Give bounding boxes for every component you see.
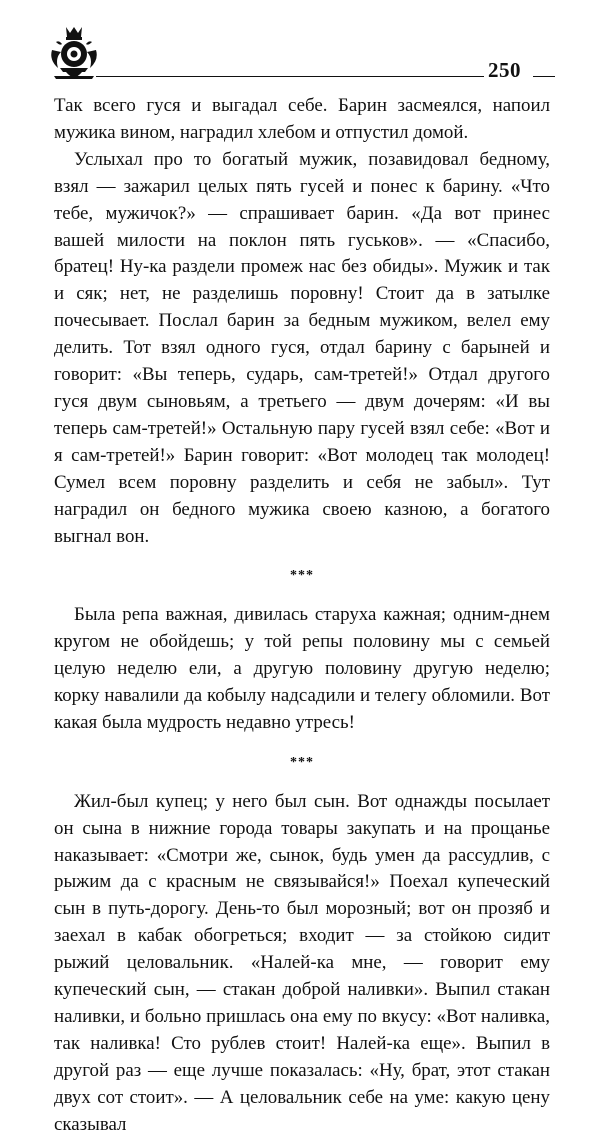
page-number: 250	[488, 58, 521, 82]
paragraph-2: Услыхал про то богатый мужик, позавидовал бедному, взял — зажарил целых пять гусей и понес к барину. «Что тебе, мужичок?» — спрашивает барин. «Да вот принес вашей милости на поклон пять гуськов». — «Спасибо, братец! Ну-ка раздели промеж нас без обиды». Мужик и так и сяк; нет, не разделишь поровну! Стоит да в затылке почесывает. Послал барин за бедным мужиком, велел ему делить. Тот взял одного гуся, отдал барину с барыней и говорит: «Вы теперь, сударь, сам-третей!» Отдал другого гуся двум сыновьям, а третьего — двум дочерям: «И вы теперь сам-третей!» Остальную пару гусей взял себе: «Вот и я сам-третей!» Барин говорит: «Вот молодец так молодец! Сумел всем поровну разделить и себя не забыл». Тут наградил он бедного мужика своею казною, а богатого выгнал вон.	[54, 148, 550, 547]
section-separator-2: ***	[290, 754, 314, 770]
paragraph-3: Была репа важная, дивилась старуха кажная; одним-днем кругом не обойдешь; у той репы половину мы с семьей целую неделю ели, а другую половину другую неделю; корку навалили да кобылу надсадили и телегу обломили. Вот какая была мудрость недавно утресь!	[54, 604, 550, 733]
page-body	[54, 93, 550, 1139]
paragraph-1: Так всего гуся и выгадал себе. Барин засмеялся, напоил мужика вином, наградил хлебом и отпустил домой.	[54, 95, 550, 143]
heraldic-emblem-icon	[46, 24, 98, 82]
paragraph-4: Жил-был купец; у него был сын. Вот однажды посылает он сына в нижние города товары закупать и на прощанье наказывает: «Смотри же, сынок, будь умен да рассудлив, с рыжим да с красным не связывайся!» Поехал купеческий сын в путь-дорогу. День-то был морозный; вот он прозяб и заехал в кабак обогреться; входит — за стойкою сидит рыжий целовальник. «Налей-ка мне, — говорит ему купеческий сын, — стакан доброй наливки». Выпил стакан наливки, и больно пришлась она ему по вкусу: «Вот наливка, так наливка! Сто рублев стоит! Налей-ка еще». Выпил в другой раз — еще лучше показалась: «Ну, брат, этот стакан двух сот стоит». — А целовальник себе на уме: какую цену сказывал	[54, 790, 550, 1135]
header-rule-tail	[533, 76, 555, 77]
header-rule	[96, 76, 484, 77]
section-separator-1: ***	[290, 568, 314, 584]
